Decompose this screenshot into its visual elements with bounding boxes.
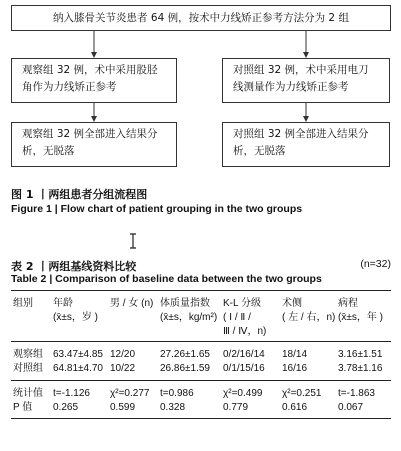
table-cell: 63.47±4.85 [53, 349, 103, 360]
table-cell: 0.067 [338, 402, 364, 413]
flow-box-observation-analysis [11, 122, 177, 167]
flow-box-enrollment [11, 5, 391, 31]
flow-box-control-analysis [222, 122, 390, 167]
header-side-unit: ( 左 / 右，n) [282, 312, 336, 323]
table-bottom-rule [11, 418, 391, 419]
header-sex: 男 / 女 (n) [110, 298, 154, 309]
table-cell: 0/1/15/16 [223, 363, 265, 374]
header-kl-grade: K-L 分级 [223, 298, 261, 309]
table-cell: χ²=0.251 [282, 388, 322, 399]
text-cursor-icon [128, 233, 138, 249]
table-cell: 0.616 [282, 402, 308, 413]
table-cell: 16/16 [282, 363, 308, 374]
table-cell: 64.81±4.70 [53, 363, 103, 374]
flow-text-line: 析，无脱落 [22, 145, 75, 157]
table-cell: 3.78±1.16 [338, 363, 383, 374]
table-cell: t=0.986 [160, 388, 194, 399]
table-cell: 27.26±1.65 [160, 349, 210, 360]
table-cell: 对照组 [13, 363, 43, 374]
flow-text-line: 线测量作为力线矫正参考 [233, 81, 349, 93]
table-cell: 0.265 [53, 402, 79, 413]
table-sample-size: (n=32) [360, 258, 391, 270]
figure-caption-cn: 图 1 丨两组患者分组流程图 [11, 188, 148, 201]
table-cell: t=-1.126 [53, 388, 90, 399]
header-age: 年龄 [53, 298, 73, 309]
header-age-unit: (x̄±s，岁 ) [53, 312, 98, 323]
table-cell: 统计值 [13, 388, 43, 399]
flow-box-enrollment-text: 纳入膝骨关节炎患者 64 例，按术中力线矫正参考方法分为 2 组 [53, 12, 349, 24]
table-cell: 0.599 [110, 402, 136, 413]
table-cell: 0.328 [160, 402, 186, 413]
header-kl-grade-unit: ( Ⅰ / Ⅱ / [223, 312, 251, 323]
table-cell: χ²=0.277 [110, 388, 150, 399]
flow-text-line: 观察组 32 例，术中采用股胫 [22, 64, 158, 76]
table-caption-en: Table 2 | Comparison of baseline data between the two groups [11, 273, 322, 285]
header-group: 组别 [13, 298, 33, 309]
header-bmi-unit: (x̄±s，kg/m²) [160, 312, 218, 323]
flow-text-line: 对照组 32 例全部进入结果分 [233, 128, 369, 140]
header-side: 术侧 [282, 298, 302, 309]
table-cell: P 值 [13, 402, 33, 413]
flowchart [0, 0, 401, 175]
flow-text-line: 角作为力线矫正参考 [22, 81, 117, 93]
table-cell: 观察组 [13, 349, 43, 360]
table-cell: 3.16±1.51 [338, 349, 383, 360]
table-caption-cn: 表 2 丨两组基线资料比较 [11, 260, 137, 273]
table-cell: 12/20 [110, 349, 136, 360]
table-stats-rule [11, 380, 391, 381]
header-duration: 病程 [338, 298, 358, 309]
table-cell: 18/14 [282, 349, 308, 360]
table-header-rule [11, 341, 391, 342]
table-cell: χ²=0.499 [223, 388, 263, 399]
table-cell: 10/22 [110, 363, 136, 374]
table-cell: 0/2/16/14 [223, 349, 265, 360]
header-kl-grade-unit-2: Ⅲ / Ⅳ，n) [223, 326, 267, 337]
flow-text-line: 对照组 32 例，术中采用电刀 [233, 64, 369, 76]
figure-caption-en: Figure 1 | Flow chart of patient grouping in the two groups [11, 203, 303, 215]
flow-text-line: 析，无脱落 [233, 145, 286, 157]
table-cell: 0.779 [223, 402, 249, 413]
flow-box-control-group [222, 58, 390, 103]
table-top-rule [11, 290, 391, 291]
flow-box-observation-group [11, 58, 177, 103]
table-cell: t=-1.863 [338, 388, 375, 399]
flow-text-line: 观察组 32 例全部进入结果分 [22, 128, 158, 140]
table-cell: 26.86±1.59 [160, 363, 210, 374]
header-bmi: 体质量指数 [160, 298, 210, 309]
header-duration-unit: (x̄±s，年 ) [338, 312, 383, 323]
